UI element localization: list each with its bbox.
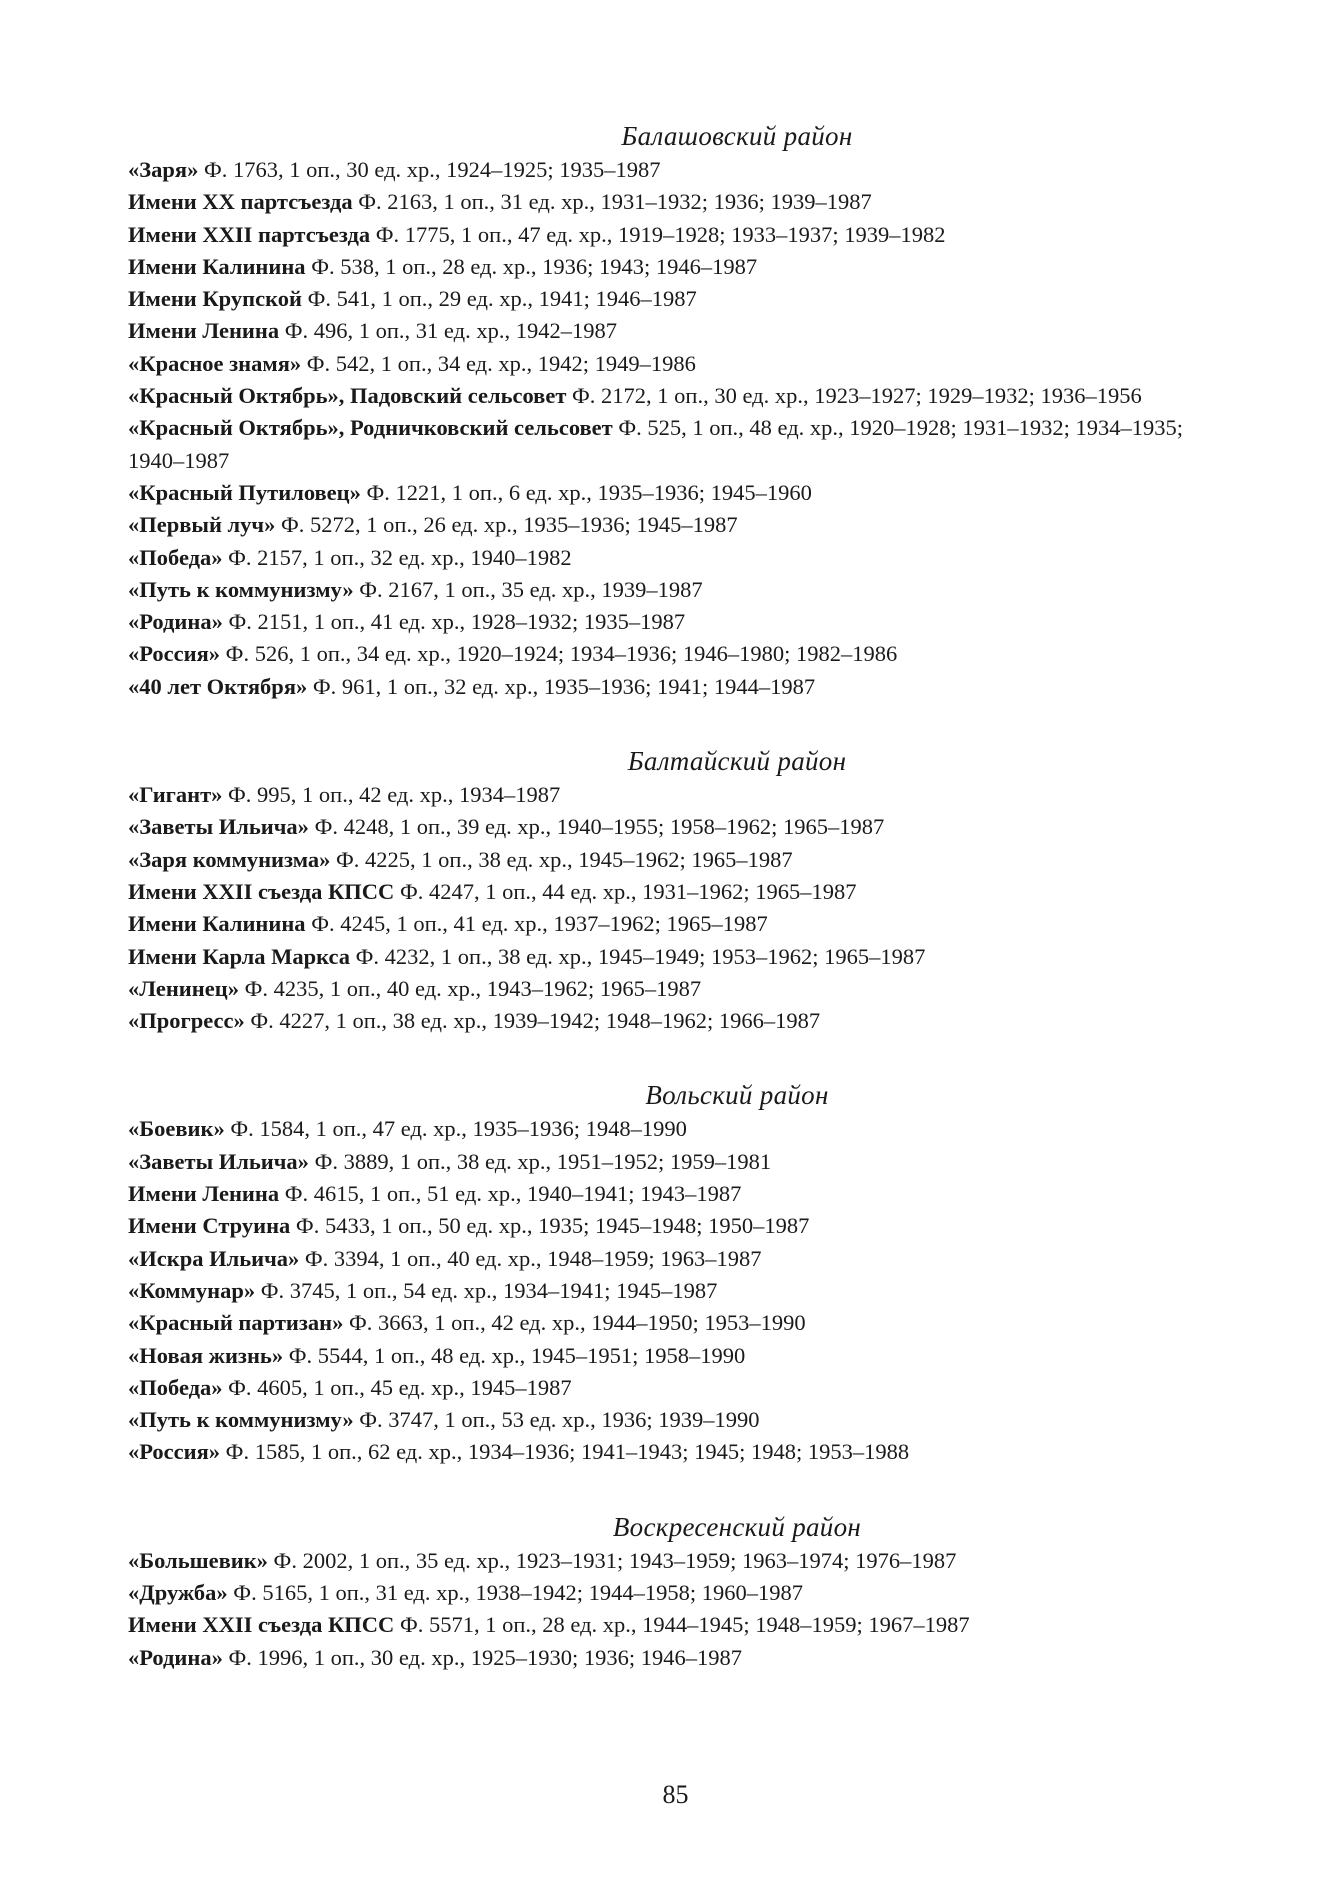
list-item — [128, 186, 1228, 218]
entry-details: Ф. 2167, 1 оп., 35 ед. хр., 1939–1987 — [359, 576, 703, 602]
list-item — [128, 348, 1228, 380]
list-item — [128, 1005, 1228, 1037]
list-item — [128, 1146, 1228, 1178]
entry-details: Ф. 4227, 1 оп., 38 ед. хр., 1939–1942; 1948–1962; 1966–1987 — [250, 1008, 821, 1034]
list-item — [128, 315, 1228, 347]
entry-name: «Россия» — [128, 641, 221, 667]
entry-name: «Красное знамя» — [128, 350, 302, 376]
entry-name: Имени XXII съезда КПСС — [128, 878, 395, 904]
entry-details: Ф. 4225, 1 оп., 38 ед. хр., 1945–1962; 1965–1987 — [336, 846, 793, 872]
section-title: Балтайский район — [627, 746, 847, 777]
entry-details: Ф. 542, 1 оп., 34 ед. хр., 1942; 1949–1986 — [306, 350, 696, 376]
entry-details: Ф. 2163, 1 оп., 31 ед. хр., 1931–1932; 1936; 1939–1987 — [358, 189, 872, 215]
list-item — [128, 671, 1228, 703]
entry-details: Ф. 3394, 1 оп., 40 ед. хр., 1948–1959; 1963–1987 — [304, 1245, 762, 1271]
entry-details: Ф. 538, 1 оп., 28 ед. хр., 1936; 1943; 1946–1987 — [311, 253, 758, 279]
entry-details: Ф. 4232, 1 оп., 38 ед. хр., 1945–1949; 1953–1962; 1965–1987 — [355, 943, 926, 969]
entry-details: Ф. 525, 1 оп., 48 ед. хр., 1920–1928; 1931–1932; 1934–1935; 1940–1987 — [128, 415, 1184, 473]
list-item — [128, 908, 1228, 940]
section-baltaysky — [128, 743, 1228, 1037]
entry-name: «Путь к коммунизму» — [128, 576, 354, 602]
entry-details: Ф. 1996, 1 оп., 30 ед. хр., 1925–1930; 1936; 1946–1987 — [228, 1644, 742, 1670]
list-item — [128, 1545, 1228, 1577]
entry-list — [128, 1545, 1228, 1674]
entry-name: «Коммунар» — [128, 1277, 256, 1303]
list-item — [128, 542, 1228, 574]
entry-details: Ф. 4235, 1 оп., 40 ед. хр., 1943–1962; 1965–1987 — [244, 975, 702, 1001]
entry-details: Ф. 995, 1 оп., 42 ед. хр., 1934–1987 — [228, 782, 561, 808]
section-title: Вольский район — [645, 1080, 829, 1111]
list-item — [128, 283, 1228, 315]
entry-name: «Боевик» — [128, 1116, 225, 1142]
entry-details: Ф. 2151, 1 оп., 41 ед. хр., 1928–1932; 1935–1987 — [228, 609, 686, 635]
entry-name: «Ленинец» — [128, 975, 239, 1001]
list-item — [128, 1609, 1228, 1641]
entry-name: «Россия» — [128, 1439, 221, 1465]
entry-name: «Красный Путиловец» — [128, 479, 361, 505]
entry-details: Ф. 2172, 1 оп., 30 ед. хр., 1923–1927; 1929–1932; 1936–1956 — [572, 383, 1142, 409]
list-item — [128, 1243, 1228, 1275]
list-item — [128, 1113, 1228, 1145]
list-item — [128, 1275, 1228, 1307]
list-item — [128, 574, 1228, 606]
entry-details: Ф. 4615, 1 оп., 51 ед. хр., 1940–1941; 1943–1987 — [284, 1181, 742, 1207]
entry-details: Ф. 2157, 1 оп., 32 ед. хр., 1940–1982 — [228, 544, 572, 570]
entry-details: Ф. 1763, 1 оп., 30 ед. хр., 1924–1925; 1935–1987 — [203, 157, 661, 182]
entry-name: «Родина» — [128, 609, 223, 635]
entry-name: «Красный партизан» — [128, 1310, 344, 1336]
entry-name: Имени XX партсъезда — [128, 189, 353, 215]
entry-name: Имени Ленина — [128, 318, 280, 344]
entry-details: Ф. 526, 1 оп., 34 ед. хр., 1920–1924; 1934–1936; 1946–1980; 1982–1986 — [225, 641, 898, 667]
list-item — [128, 509, 1228, 541]
entry-name: «Заветы Ильича» — [128, 814, 309, 840]
entry-name: «Прогресс» — [128, 1008, 245, 1034]
entry-name: Имени Калинина — [128, 911, 306, 937]
list-item — [128, 380, 1228, 412]
section-voskresensky — [128, 1509, 1228, 1674]
entry-name: «Красный Октябрь», Падовский сельсовет — [128, 383, 567, 409]
entry-name: «Победа» — [128, 1374, 223, 1400]
list-item — [128, 1178, 1228, 1210]
entry-name: Имени Струина — [128, 1213, 291, 1239]
list-item — [128, 1372, 1228, 1404]
entry-details: Ф. 5272, 1 оп., 26 ед. хр., 1935–1936; 1945–1987 — [281, 512, 738, 538]
entry-name: «Заря коммунизма» — [128, 846, 331, 872]
entry-details: Ф. 4245, 1 оп., 41 ед. хр., 1937–1962; 1965–1987 — [311, 911, 768, 937]
entry-details: Ф. 5165, 1 оп., 31 ед. хр., 1938–1942; 1944–1958; 1960–1987 — [233, 1579, 804, 1605]
entry-name: «40 лет Октября» — [128, 673, 308, 699]
list-item — [128, 251, 1228, 283]
entry-details: Ф. 1221, 1 оп., 6 ед. хр., 1935–1936; 1945–1960 — [366, 479, 812, 505]
entry-details: Ф. 961, 1 оп., 32 ед. хр., 1935–1936; 1941; 1944–1987 — [312, 673, 816, 699]
entry-name: Имени Ленина — [128, 1181, 280, 1207]
entry-details: Ф. 3747, 1 оп., 53 ед. хр., 1936; 1939–1990 — [359, 1407, 760, 1433]
list-item — [128, 1577, 1228, 1609]
entry-name: «Победа» — [128, 544, 223, 570]
list-item — [128, 412, 1228, 477]
list-item — [128, 876, 1228, 908]
list-item — [128, 973, 1228, 1005]
entry-name: Имени Карла Маркса — [128, 943, 351, 969]
entry-list — [128, 779, 1228, 1037]
list-item — [128, 1404, 1228, 1436]
entry-name: «Первый луч» — [128, 512, 276, 538]
entry-name: «Большевик» — [128, 1547, 268, 1573]
entry-details: Ф. 2002, 1 оп., 35 ед. хр., 1923–1931; 1943–1959; 1963–1974; 1976–1987 — [273, 1547, 957, 1573]
page-number: 85 — [662, 1780, 689, 1809]
list-item — [128, 606, 1228, 638]
entry-list — [128, 1113, 1228, 1468]
list-item — [128, 779, 1228, 811]
list-item — [128, 638, 1228, 670]
section-balashovsky — [128, 118, 1228, 703]
entry-details: Ф. 5544, 1 оп., 48 ед. хр., 1945–1951; 1958–1990 — [288, 1342, 746, 1368]
list-item — [128, 1642, 1228, 1674]
entry-name: «Гигант» — [128, 782, 223, 808]
entry-name: «Заря» — [128, 157, 199, 182]
entry-details: Ф. 4247, 1 оп., 44 ед. хр., 1931–1962; 1965–1987 — [399, 878, 857, 904]
entry-name: «Дружба» — [128, 1579, 228, 1605]
section-title: Балашовский район — [621, 121, 853, 151]
entry-name: Имени XXII съезда КПСС — [128, 1612, 395, 1638]
list-item — [128, 1436, 1228, 1468]
entry-details: Ф. 1585, 1 оп., 62 ед. хр., 1934–1936; 1941–1943; 1945; 1948; 1953–1988 — [225, 1439, 910, 1465]
entry-name: «Новая жизнь» — [128, 1342, 284, 1368]
entry-details: Ф. 5571, 1 оп., 28 ед. хр., 1944–1945; 1948–1959; 1967–1987 — [399, 1612, 970, 1638]
section-volsky — [128, 1077, 1228, 1468]
list-item — [128, 477, 1228, 509]
entry-list — [128, 154, 1228, 703]
entry-name: «Родина» — [128, 1644, 223, 1670]
entry-details: Ф. 1775, 1 оп., 47 ед. хр., 1919–1928; 1933–1937; 1939–1982 — [375, 221, 946, 247]
entry-name: Имени Крупской — [128, 286, 302, 312]
list-item — [128, 1307, 1228, 1339]
section-title: Воскресенский район — [612, 1511, 862, 1542]
list-item — [128, 1210, 1228, 1242]
entry-name: «Заветы Ильича» — [128, 1148, 309, 1174]
entry-name: Имени XXII партсъезда — [128, 221, 371, 247]
entry-name: Имени Калинина — [128, 253, 306, 279]
entry-details: Ф. 3745, 1 оп., 54 ед. хр., 1934–1941; 1945–1987 — [260, 1277, 718, 1303]
entry-details: Ф. 3663, 1 оп., 42 ед. хр., 1944–1950; 1953–1990 — [349, 1310, 806, 1336]
document-page — [128, 118, 1228, 1714]
entry-details: Ф. 4605, 1 оп., 45 ед. хр., 1945–1987 — [228, 1374, 572, 1400]
list-item — [128, 811, 1228, 843]
list-item — [128, 844, 1228, 876]
entry-details: Ф. 1584, 1 оп., 47 ед. хр., 1935–1936; 1948–1990 — [230, 1116, 687, 1142]
list-item — [128, 154, 1228, 186]
entry-details: Ф. 5433, 1 оп., 50 ед. хр., 1935; 1945–1948; 1950–1987 — [295, 1213, 810, 1239]
entry-name: «Искра Ильича» — [128, 1245, 300, 1271]
entry-details: Ф. 496, 1 оп., 31 ед. хр., 1942–1987 — [284, 318, 617, 344]
entry-name: «Путь к коммунизму» — [128, 1407, 354, 1433]
entry-details: Ф. 541, 1 оп., 29 ед. хр., 1941; 1946–1987 — [307, 286, 697, 312]
list-item — [128, 219, 1228, 251]
entry-details: Ф. 3889, 1 оп., 38 ед. хр., 1951–1952; 1959–1981 — [314, 1148, 772, 1174]
entry-details: Ф. 4248, 1 оп., 39 ед. хр., 1940–1955; 1958–1962; 1965–1987 — [314, 814, 885, 840]
list-item — [128, 941, 1228, 973]
entry-name: «Красный Октябрь», Родничковский сельсовет — [128, 415, 613, 441]
list-item — [128, 1340, 1228, 1372]
